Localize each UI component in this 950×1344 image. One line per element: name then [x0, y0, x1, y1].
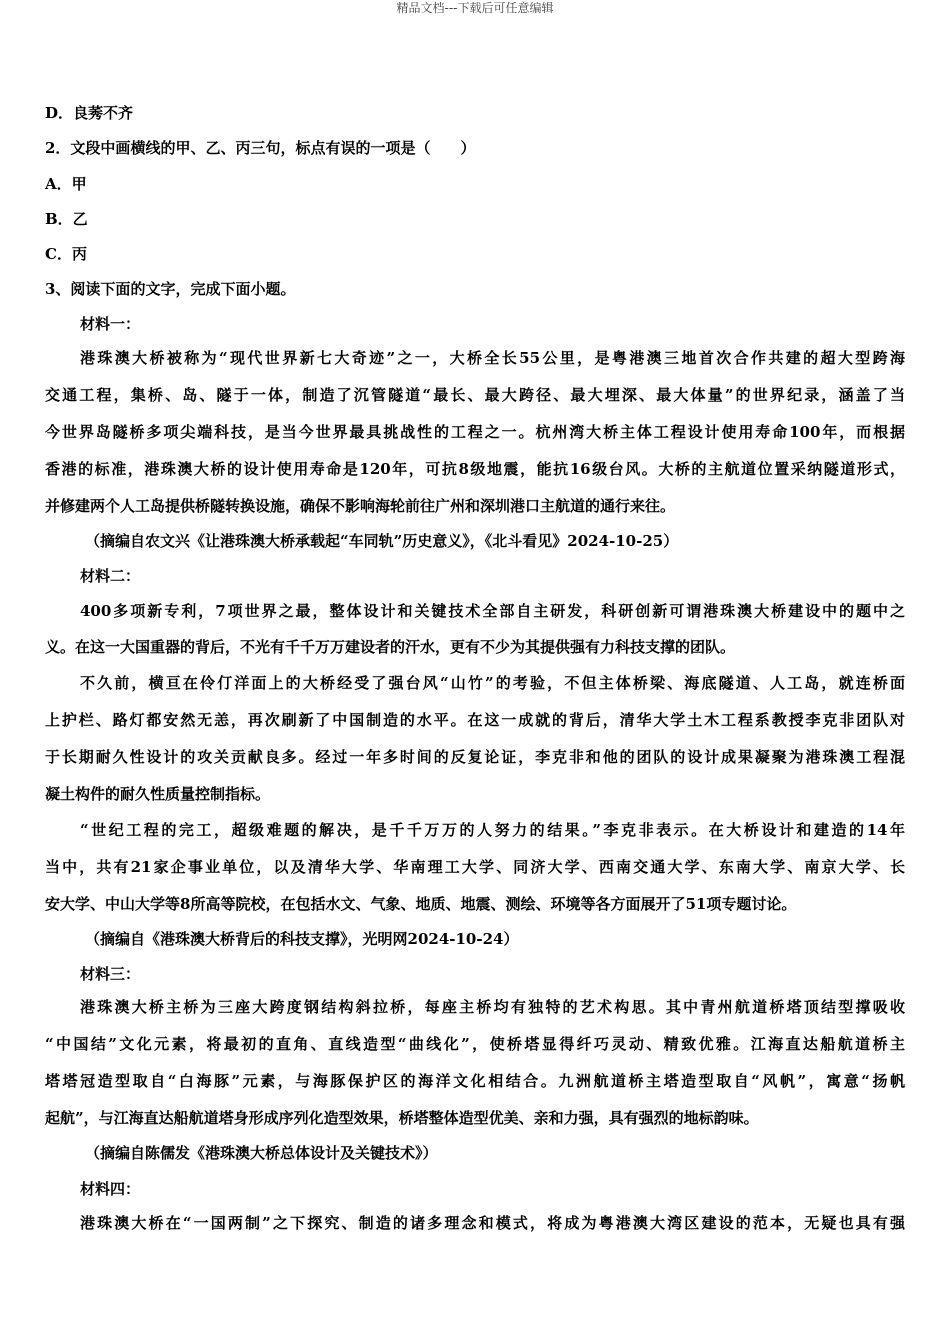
option-a: A．甲 — [45, 175, 87, 193]
paragraph-line: 凝土构件的耐久性质量控制指标。 — [45, 785, 271, 803]
option-b: B．乙 — [45, 210, 88, 228]
paragraph-line: 港珠澳大桥主桥为三座大跨度钢结构斜拉桥，每座主桥均有独特的艺术构思。其中青州航道桥塔顶结型撑吸收 — [80, 998, 905, 1016]
page-header: 精品文档---下载后可任意编辑 — [396, 1, 554, 15]
paragraph-line: “世纪工程的完工，超级难题的解决，是千千万万的人努力的结果。”李克非表示。在大桥设计和建造的14年 — [80, 821, 905, 839]
paragraph-line: 当中，共有21家企事业单位，以及清华大学、华南理工大学、同济大学、西南交通大学、东南大学、南京大学、长 — [45, 858, 905, 876]
paragraph-line: 香港的标准，港珠澳大桥的设计使用寿命是120年，可抗8级地震，能抗16级台风。大桥的主航道位置采纳隧道形式， — [45, 460, 905, 478]
option-d: D．良莠不齐 — [45, 104, 134, 122]
paragraph-line: 港珠澳大桥被称为“现代世界新七大奇迹”之一，大桥全长55公里，是粤港澳三地首次合作共建的超大型跨海 — [80, 349, 905, 367]
source-citation-1: （摘编自农文兴《让港珠澳大桥承载起“车同轨”历史意义》，《北斗看见》2024-10-25） — [85, 532, 679, 550]
material-3-heading: 材料三： — [80, 965, 141, 983]
paragraph-line: 于长期耐久性设计的攻关贡献良多。经过一年多时间的反复论证，李克非和他的团队的设计成果凝聚为港珠澳工程混 — [45, 748, 905, 766]
paragraph-line: 交通工程，集桥、岛、隧于一体，制造了沉管隧道“最长、最大跨径、最大埋深、最大体量”的世界纪录，涵盖了当 — [45, 386, 905, 404]
paragraph-line: 安大学、中山大学等8所高等院校，在包括水文、气象、地质、地震、测绘、环境等各方面展开了51项专题讨论。 — [45, 895, 797, 913]
paragraph-line: 400多项新专利，7项世界之最，整体设计和关键技术全部自主研发，科研创新可谓港珠澳大桥建设中的题中之 — [80, 602, 905, 620]
option-c: C．丙 — [45, 245, 87, 263]
paragraph-line: 今世界岛隧桥多项尖端科技，是当今世界最具挑战性的工程之一。杭州湾大桥主体工程设计使用寿命100年，而根据 — [45, 423, 905, 441]
paragraph-line: 义。在这一大国重器的背后，不光有千千万万建设者的汗水，更有不少为其提供强有力科技支撑的团队。 — [45, 638, 736, 656]
paragraph-line: 起航”，与江海直达船航道塔身形成序列化造型效果，桥塔整体造型优美、亲和力强，具有强烈的地标韵味。 — [45, 1109, 759, 1127]
question-3: 3、阅读下面的文字，完成下面小题。 — [45, 280, 296, 298]
source-citation-3: （摘编自陈儒发《港珠澳大桥总体设计及关键技术》） — [85, 1144, 438, 1162]
paragraph-line: “中国结”文化元素，将最初的直角、直线造型“曲线化”，使桥塔显得纤巧灵动、精致优雅。江海直达船航道桥主 — [45, 1035, 905, 1053]
paragraph-line: 塔塔冠造型取自“白海豚”元素，与海豚保护区的海洋文化相结合。九洲航道桥主塔造型取自“风帆”，寓意“扬帆 — [45, 1072, 905, 1090]
paragraph-line: 港珠澳大桥在“一国两制”之下探究、制造的诸多理念和模式，将成为粤港澳大湾区建设的范本，无疑也具有强 — [80, 1214, 905, 1232]
question-2: 2．文段中画横线的甲、乙、丙三句，标点有误的一项是（ ） — [45, 139, 476, 157]
paragraph-line: 并修建两个人工岛提供桥隧转换设施，确保不影响海轮前往广州和深圳港口主航道的通行来往。 — [45, 497, 676, 515]
material-4-heading: 材料四： — [80, 1180, 141, 1198]
material-1-heading: 材料一： — [80, 315, 141, 333]
source-citation-2: （摘编自《港珠澳大桥背后的科技支撑》，光明网2024-10-24） — [85, 930, 519, 948]
material-2-heading: 材料二： — [80, 567, 141, 585]
paragraph-line: 不久前，横亘在伶仃洋面上的大桥经受了强台风“山竹”的考验，不但主体桥梁、海底隧道、人工岛，就连桥面 — [80, 674, 905, 692]
paragraph-line: 上护栏、路灯都安然无恙，再次刷新了中国制造的水平。在这一成就的背后，清华大学土木工程系教授李克非团队对 — [45, 711, 905, 729]
